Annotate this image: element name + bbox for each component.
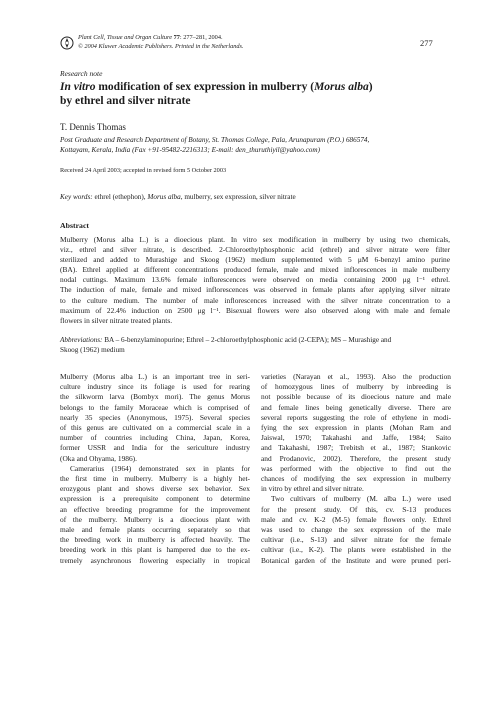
page-number: 277 bbox=[420, 38, 433, 48]
abstract-line: viz., ethrel and silver nitrate, is described. 2-Chloroethylphosphonic acid (ethrel) and silver nitrate were filter bbox=[60, 245, 450, 255]
body-line: the first time in mulberry. Mulberry is a highly het- bbox=[60, 474, 250, 484]
body-line: the silkworm larva (Bombyx mori). The genus Morus bbox=[60, 392, 250, 402]
body-line: Mulberry (Morus alba L.) is an important tree in seri- bbox=[60, 372, 250, 381]
abstract-line: nodal cuttings. Maximum 13.6% female inflorescences were observed on media containing 2000 μg l⁻¹ ethrel. bbox=[60, 275, 450, 285]
body-line: and female lines being genetically diverse. There are bbox=[261, 402, 451, 412]
journal-header bbox=[78, 33, 378, 51]
body-line: chances of modifying the sex expression in mulberry bbox=[261, 474, 451, 484]
body-line: culture industry since its foliage is used for rearing bbox=[60, 382, 250, 392]
abstract-line: sterilized and added to Murashige and Skoog (1962) medium supplemented with 5 μM 6-benzyl amino purine bbox=[60, 255, 450, 265]
body-line: former USSR and India for the sericulture industry bbox=[60, 443, 250, 453]
body-column-left bbox=[60, 372, 250, 566]
body-line: varieties (Narayan et al., 1993). Also the production bbox=[261, 372, 451, 381]
keywords: Key words: ethrel (ethephon), Morus alba, mulberry, sex expression, silver nitrate bbox=[60, 193, 296, 201]
author-affiliation: Post Graduate and Research Department of Botany, St. Thomas College, Pala, Arunapuram (P.O.) 686574, Kottayam, Kerala, India (Fax +91-95482-2216313; E-mail: den_thuruthiyil@yahoo.com) bbox=[60, 136, 370, 154]
body-line: fying the sex expression in plants (Mohan Ram and bbox=[261, 423, 451, 433]
body-line: expression is a prerequisite component to determine bbox=[60, 494, 250, 504]
body-line: erozygous plant and shows diverse sex behavior. Sex bbox=[60, 484, 250, 494]
article-title: In vitro modification of sex expression in mulberry (Morus alba) by ethrel and silver nitrate bbox=[60, 81, 373, 107]
section-label: Research note bbox=[60, 69, 103, 78]
body-line: Two cultivars of mulberry (M. alba L.) were used bbox=[271, 494, 451, 504]
body-line: nearly 35 species (Anonymous, 1975). Several species bbox=[60, 412, 250, 422]
body-line: of this genus are cultivated on a commercial scale in a bbox=[60, 423, 250, 433]
body-line: belongs to the family Moraceae which is comprised of bbox=[60, 402, 250, 412]
body-line: the breeding work in mulberry is affected heavily. The bbox=[60, 535, 250, 545]
abstract-heading: Abstract bbox=[60, 221, 90, 230]
abstract-line: maximum of 22.4% induction on 2500 μg l⁻¹. Bisexual flowers were also observed along with male and female bbox=[60, 305, 450, 315]
abstract-line: The induction of male, female and mixed inflorescences was observed in female plants after applying silver nitrate bbox=[60, 285, 450, 295]
journal-citation-line: Plant Cell, Tissue and Organ Culture 77: 277–281, 2004. bbox=[78, 34, 223, 41]
body-line: (Oka and Ohyama, 1986). bbox=[60, 453, 137, 463]
body-line: and Prodanovic, 2002). Therefore, the present study bbox=[261, 453, 451, 463]
body-line: of the mulberry. Mulberry is a dioecious plant with bbox=[60, 514, 250, 524]
body-line: male and female plants occurring separately so that bbox=[60, 525, 250, 535]
body-line: of homozygous lines of mulberry by inbreeding is bbox=[261, 382, 451, 392]
abstract-line: Mulberry (Morus alba L.) is a dioecious plant. In vitro sex modification in mulberry by using two chemicals, bbox=[60, 235, 450, 244]
abbreviations: Abbreviations: BA – 6-benzylaminopurine; Ethrel – 2-chloroethylphosphonic acid (2-CEPA); MS – Murashige and Skoog (1962) medium bbox=[60, 336, 392, 354]
body-line: was used to change the sex expression of the male bbox=[261, 525, 451, 535]
body-column-right bbox=[261, 372, 451, 566]
body-line: breeding work in this plant is hampered due to the ex- bbox=[60, 545, 250, 555]
body-line: in vitro by ethrel and silver nitrate. bbox=[261, 484, 364, 494]
body-line: cultivar (i.e., S-13) and silver nitrate for the female bbox=[261, 535, 451, 545]
body-line: Camerarius (1964) demonstrated sex in plants for bbox=[70, 463, 250, 473]
publisher-logo bbox=[60, 36, 74, 50]
body-line: Botanical garden of the Institute and were pruned peri- bbox=[261, 555, 451, 565]
abstract-line: to the culture medium. The number of male inflorescences increased with the silver nitrate concentration to a bbox=[60, 295, 450, 305]
body-line: Jaiswal, 1970; Takahashi and Jaffe, 1984; Saito bbox=[261, 433, 451, 443]
body-line: an effective breeding programme for the improvement bbox=[60, 504, 250, 514]
body-line: cultivar (i.e., K-2). The plants were established in the bbox=[261, 545, 451, 555]
body-line: tremely asynchronous flowering especially in tropical bbox=[60, 555, 250, 565]
body-line: was performed with the objective to find out the bbox=[261, 463, 451, 473]
received-dates: Received 24 April 2003; accepted in revised form 5 October 2003 bbox=[60, 167, 227, 174]
abstract-body bbox=[60, 235, 450, 326]
body-line: and Takahashi, 1987; Trebitsh et al., 1987; Stankovic bbox=[261, 443, 451, 453]
body-line: for the present study. Of this, cv. S-13 produces bbox=[261, 504, 451, 514]
author-name: T. Dennis Thomas bbox=[60, 122, 126, 132]
body-line: several reports suggesting the role of ethylene in modi- bbox=[261, 412, 451, 422]
body-line: number of countries including China, Japan, Korea, bbox=[60, 433, 250, 443]
body-line: male and cv. K-2 (M-5) female flowers only. Ethrel bbox=[261, 514, 451, 524]
copyright-line: © 2004 Kluwer Academic Publishers. Printed in the Netherlands. bbox=[78, 43, 244, 50]
abstract-line: (BA). Ethrel applied at different concentrations produced female, male and mixed inflorescences in male mulberry bbox=[60, 265, 450, 275]
body-line: not possible because of its dioecious nature and male bbox=[261, 392, 451, 402]
abstract-line: flowers in silver nitrate treated plants. bbox=[60, 315, 173, 325]
